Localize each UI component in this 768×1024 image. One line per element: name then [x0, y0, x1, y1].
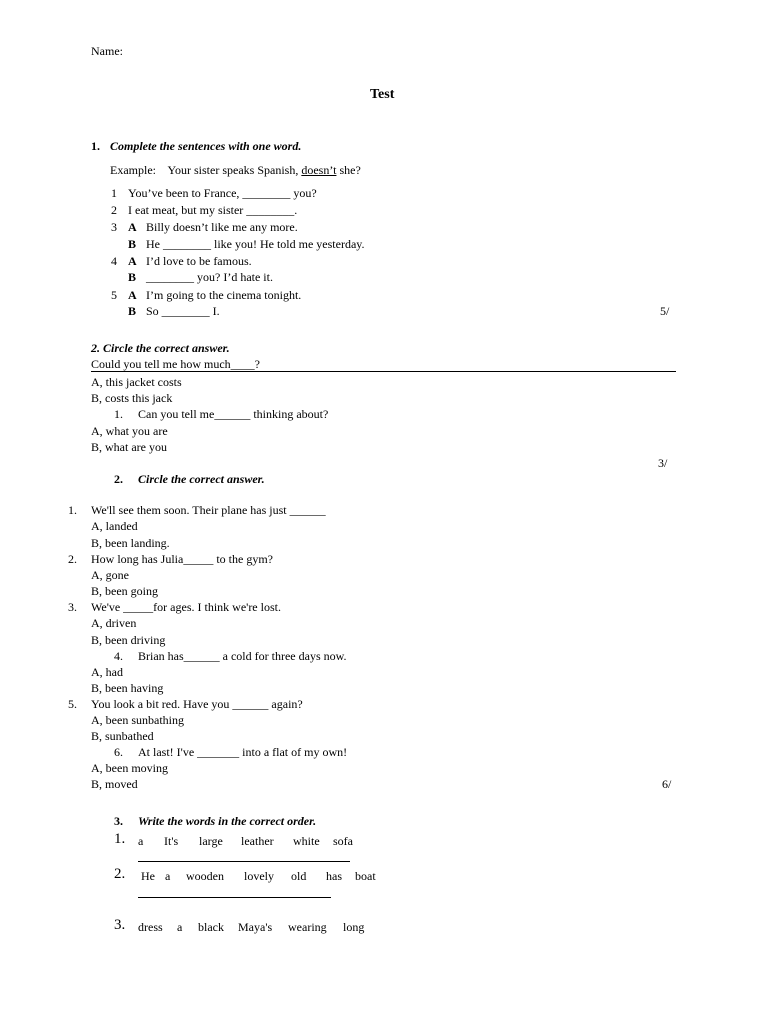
option-a: A, been moving	[91, 761, 168, 775]
option-a: A, gone	[91, 568, 129, 582]
item-text: ________ you? I’d hate it.	[146, 270, 273, 284]
question-text: How long has Julia_____ to the gym?	[91, 552, 273, 566]
word: wooden	[186, 869, 224, 883]
option-a: A, been sunbathing	[91, 713, 184, 727]
item-number: 3	[111, 220, 117, 234]
question-text: At last! I've _______ into a flat of my own!	[138, 745, 348, 759]
option-a: A, this jacket costs	[91, 375, 182, 389]
question-text: We've _____for ages. I think we're lost.	[91, 600, 281, 614]
question-number: 5.	[68, 697, 77, 711]
item-number: 1	[111, 186, 117, 200]
question-number: 2.	[68, 552, 77, 566]
option-a: A, had	[91, 665, 123, 679]
section2a-score: 3/	[658, 456, 668, 470]
word-list	[138, 834, 353, 848]
word: a	[165, 869, 171, 883]
option-b: B, been landing.	[91, 536, 170, 550]
item-number: 4	[111, 254, 117, 268]
word: boat	[355, 869, 376, 883]
item-text: I’d love to be famous.	[146, 254, 252, 268]
word: has	[326, 869, 342, 883]
section2b-heading: Circle the correct answer.	[138, 472, 265, 486]
example-sentence-start: Your sister speaks Spanish,	[167, 163, 302, 177]
section3-number: 3.	[114, 814, 123, 828]
item-number: 2	[111, 203, 117, 217]
section3-heading: Write the words in the correct order.	[138, 814, 317, 828]
question-number: 1.	[114, 407, 123, 421]
option-b: B, been going	[91, 584, 158, 598]
word: a	[138, 834, 144, 848]
word-list	[138, 920, 364, 934]
order-item-number: 3.	[114, 917, 126, 933]
item-text: Billy doesn’t like me any more.	[146, 220, 298, 234]
word: large	[199, 834, 223, 848]
divider-line	[91, 371, 676, 372]
section1-instruction: Complete the sentences with one word.	[110, 139, 302, 153]
page-title: Test	[370, 87, 395, 102]
option-b: B, what are you	[91, 440, 167, 454]
option-b: B, sunbathed	[91, 729, 154, 743]
word: leather	[241, 834, 274, 848]
order-item-number: 1.	[114, 831, 126, 847]
word-list	[141, 869, 376, 883]
name-label: Name:	[91, 44, 123, 58]
word: It's	[164, 834, 179, 848]
option-b: B, moved	[91, 777, 138, 791]
word: He	[141, 869, 155, 883]
item-speaker: B	[128, 270, 137, 284]
answer-line	[138, 861, 350, 862]
option-b: B, been having	[91, 681, 164, 695]
option-a: A, what you are	[91, 424, 168, 438]
example-label: Example:	[110, 163, 156, 177]
word: black	[198, 920, 224, 934]
item-speaker: B	[128, 304, 137, 318]
word: long	[343, 920, 365, 934]
item-speaker: B	[128, 237, 137, 251]
question-number: 6.	[114, 745, 123, 759]
item-number: 5	[111, 288, 117, 302]
question-number: 4.	[114, 649, 123, 663]
word: Maya's	[238, 920, 273, 934]
section2b-score: 6/	[662, 777, 672, 791]
section1-example	[110, 163, 361, 177]
item-speaker: A	[128, 254, 137, 268]
item-text: I eat meat, but my sister ________.	[128, 203, 298, 217]
question-number: 3.	[68, 600, 77, 614]
question-number: 1.	[68, 503, 77, 517]
item-text: He ________ like you! He told me yesterday.	[146, 237, 365, 251]
question-text: You look a bit red. Have you ______ again?	[91, 697, 303, 711]
option-a: A, landed	[91, 519, 138, 533]
option-a: A, driven	[91, 616, 137, 630]
section2a-heading: 2. Circle the correct answer.	[91, 341, 230, 355]
word: a	[177, 920, 183, 934]
question-text: Brian has______ a cold for three days now.	[138, 649, 347, 663]
word: lovely	[244, 869, 274, 883]
section2a-example-question: Could you tell me how much____?	[91, 357, 260, 371]
word: old	[291, 869, 307, 883]
order-item-number: 2.	[114, 866, 126, 882]
word: wearing	[288, 920, 327, 934]
item-speaker: A	[128, 288, 137, 302]
answer-line	[138, 897, 331, 898]
option-b: B, been driving	[91, 633, 166, 647]
section1-number: 1.	[91, 139, 100, 153]
option-b: B, costs this jack	[91, 391, 173, 405]
example-answer: doesn’t	[301, 163, 337, 177]
word: sofa	[333, 834, 353, 848]
item-text: So ________ I.	[146, 304, 220, 318]
question-text: We'll see them soon. Their plane has just ______	[91, 503, 326, 517]
item-text: You’ve been to France, ________ you?	[128, 186, 317, 200]
item-speaker: A	[128, 220, 137, 234]
word: dress	[138, 920, 163, 934]
example-sentence-end: she?	[336, 163, 361, 177]
word: white	[293, 834, 320, 848]
item-text: I’m going to the cinema tonight.	[146, 288, 302, 302]
section1-score: 5/	[660, 304, 670, 318]
question-text: Can you tell me______ thinking about?	[138, 407, 329, 421]
section2b-number: 2.	[114, 472, 123, 486]
